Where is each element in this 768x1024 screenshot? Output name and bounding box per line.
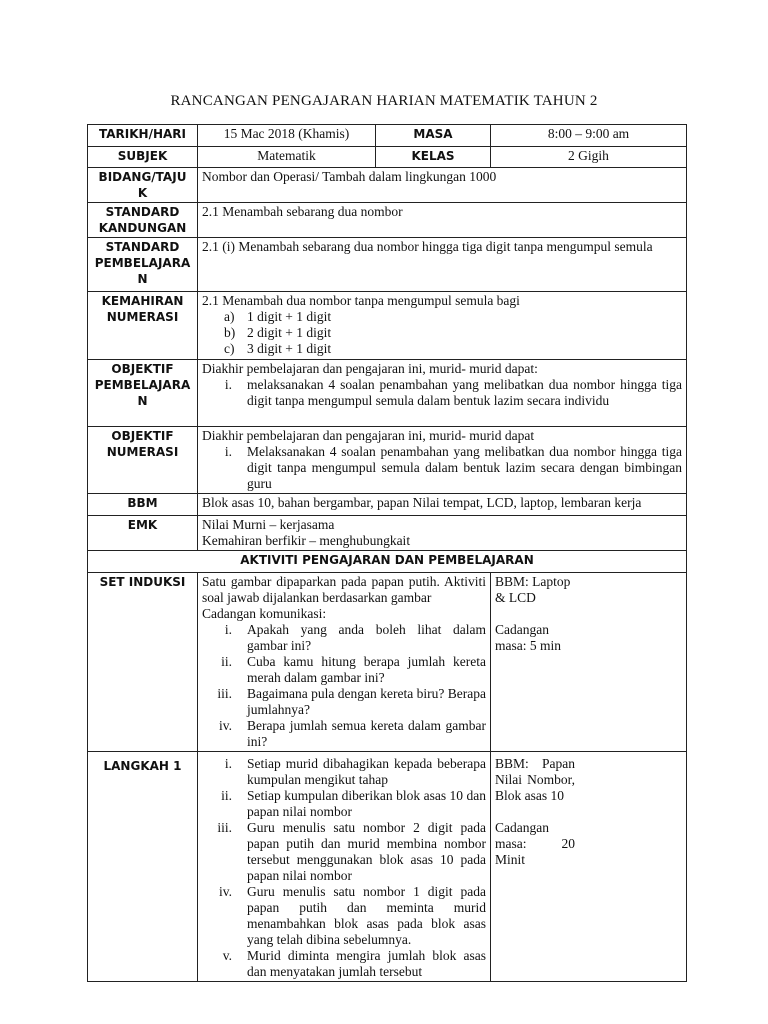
subjek-value: Matematik [198, 147, 376, 168]
set-induksi-bbm: BBM: Laptop & LCD [495, 574, 571, 605]
objektif-pembelajaran-value [198, 360, 687, 427]
set-induksi-cadangan: Cadangan komunikasi: [202, 606, 327, 621]
op-label-line-1: OBJEKTIF [111, 362, 174, 376]
kelas-label: KELAS [376, 147, 491, 168]
row-standard-pembelajaran [88, 238, 687, 292]
list-item: iv. Berapa jumlah semua kereta dalam gambar ini? [219, 718, 486, 749]
standard-pembelajaran-label [88, 238, 198, 292]
list-item: i. Melaksanakan 4 soalan penambahan yang melibatkan dua nombor hingga tiga digit tanpa mengumpul semula dalam bentuk lazim secara dengan bimbingan guru [224, 444, 682, 491]
row-set-induksi [88, 573, 687, 752]
sk-label-line-1: STANDARD [105, 205, 180, 219]
langkah-1-label: LANGKAH 1 [88, 752, 198, 982]
kelas-value: 2 Gigih [491, 147, 687, 168]
bbm-label: BBM [88, 494, 198, 516]
set-induksi-masa: Cadangan masa: 5 min [495, 622, 561, 653]
op-intro: Diakhir pembelajaran dan pengajaran ini, murid- murid dapat: [202, 361, 538, 376]
langkah-1-list [202, 756, 486, 980]
subjek-label: SUBJEK [88, 147, 198, 168]
kemahiran-numerasi-value [198, 292, 687, 360]
kn-list [202, 309, 682, 357]
row-bbm [88, 494, 687, 516]
on-list [202, 444, 682, 492]
set-induksi-side [491, 573, 687, 752]
emk-label: EMK [88, 516, 198, 551]
bidang-label [88, 168, 198, 203]
op-label-line-2: PEMBELAJARA [94, 378, 191, 392]
emk-line-2: Kemahiran berfikir – menghubungkait [202, 533, 411, 548]
masa-value: 8:00 – 9:00 am [491, 125, 687, 147]
emk-value [198, 516, 687, 551]
list-item: c) 3 digit + 1 digit [224, 341, 332, 356]
standard-kandungan-value: 2.1 Menambah sebarang dua nombor [198, 203, 687, 238]
tarikh-label: TARIKH/HARI [88, 125, 198, 147]
langkah-1-content [198, 752, 491, 982]
objektif-pembelajaran-label [88, 360, 198, 427]
standard-kandungan-label [88, 203, 198, 238]
row-kemahiran-numerasi [88, 292, 687, 360]
kn-label-line-1: KEMAHIRAN [101, 294, 184, 308]
sp-label-line-3: N [137, 272, 148, 286]
row-objektif-pembelajaran [88, 360, 687, 427]
tarikh-value: 15 Mac 2018 (Khamis) [198, 125, 376, 147]
kn-intro: 2.1 Menambah dua nombor tanpa mengumpul semula bagi [202, 293, 520, 308]
sk-label-line-2: KANDUNGAN [98, 221, 187, 235]
list-item: v. Murid diminta mengira jumlah blok asas dan menyatakan jumlah tersebut [222, 948, 486, 979]
bidang-label-line-2: K [137, 186, 148, 200]
sp-label-line-2: PEMBELAJARA [94, 256, 191, 270]
row-objektif-numerasi [88, 427, 687, 494]
langkah-1-bbm: BBM: Papan Nilai Nombor, Blok asas 10 [495, 756, 575, 803]
list-item: i. Setiap murid dibahagikan kepada beberapa kumpulan mengikut tahap [224, 756, 486, 787]
emk-line-1: Nilai Murni – kerjasama [202, 517, 335, 532]
row-tarikh [88, 125, 687, 147]
row-langkah-1 [88, 752, 687, 982]
masa-label: MASA [376, 125, 491, 147]
row-subjek [88, 147, 687, 168]
set-induksi-intro: Satu gambar dipaparkan pada papan putih. Aktiviti soal jawab dijalankan berdasarkan gambar [202, 574, 486, 605]
langkah-1-side [491, 752, 687, 982]
row-emk [88, 516, 687, 551]
row-bidang [88, 168, 687, 203]
objektif-numerasi-label [88, 427, 198, 494]
list-item: b) 2 digit + 1 digit [224, 325, 332, 340]
list-item: a) 1 digit + 1 digit [224, 309, 332, 324]
on-label-line-2: NUMERASI [106, 445, 179, 459]
langkah-1-masa: Cadangan masa: 20 Minit [495, 820, 575, 867]
row-aktiviti-heading [88, 551, 687, 573]
list-item: ii. Cuba kamu hitung berapa jumlah kereta merah dalam gambar ini? [221, 654, 486, 685]
set-induksi-list [202, 622, 486, 750]
kn-label-line-2: NUMERASI [106, 310, 179, 324]
list-item: iii. Bagaimana pula dengan kereta biru? Berapa jumlahnya? [217, 686, 486, 717]
list-item: i. Apakah yang anda boleh lihat dalam gambar ini? [224, 622, 486, 653]
set-induksi-content [198, 573, 491, 752]
lesson-plan-table [87, 124, 687, 982]
row-standard-kandungan [88, 203, 687, 238]
op-label-line-3: N [137, 394, 148, 408]
bbm-value: Blok asas 10, bahan bergambar, papan Nilai tempat, LCD, laptop, lembaran kerja [198, 494, 687, 516]
bidang-value: Nombor dan Operasi/ Tambah dalam lingkungan 1000 [198, 168, 687, 203]
set-induksi-label: SET INDUKSI [88, 573, 198, 752]
on-label-line-1: OBJEKTIF [111, 429, 174, 443]
page-title: RANCANGAN PENGAJARAN HARIAN MATEMATIK TAHUN 2 [170, 93, 598, 109]
list-item: iv. Guru menulis satu nombor 1 digit pada papan putih dan meminta murid menambahkan blok asas pada blok asas yang telah dibina sebelumnya. [219, 884, 486, 947]
list-item: ii. Setiap kumpulan diberikan blok asas 10 dan papan nilai nombor [221, 788, 486, 819]
bidang-label-line-1: BIDANG/TAJU [98, 170, 187, 184]
on-intro: Diakhir pembelajaran dan pengajaran ini, murid- murid dapat [202, 428, 535, 443]
list-item: iii. Guru menulis satu nombor 2 digit pada papan putih dan murid membina nombor tersebut menggunakan blok asas 10 pada papan nilai nombor [217, 820, 486, 883]
objektif-numerasi-value [198, 427, 687, 494]
op-list [202, 377, 682, 409]
sp-label-line-1: STANDARD [105, 240, 180, 254]
list-item: i. melaksanakan 4 soalan penambahan yang melibatkan dua nombor hingga tiga digit tanpa mengumpul semula dalam bentuk lazim secara individu [224, 377, 682, 408]
standard-pembelajaran-value: 2.1 (i) Menambah sebarang dua nombor hingga tiga digit tanpa mengumpul semula [198, 238, 687, 292]
aktiviti-heading: AKTIVITI PENGAJARAN DAN PEMBELAJARAN [88, 551, 687, 573]
kemahiran-numerasi-label [88, 292, 198, 360]
